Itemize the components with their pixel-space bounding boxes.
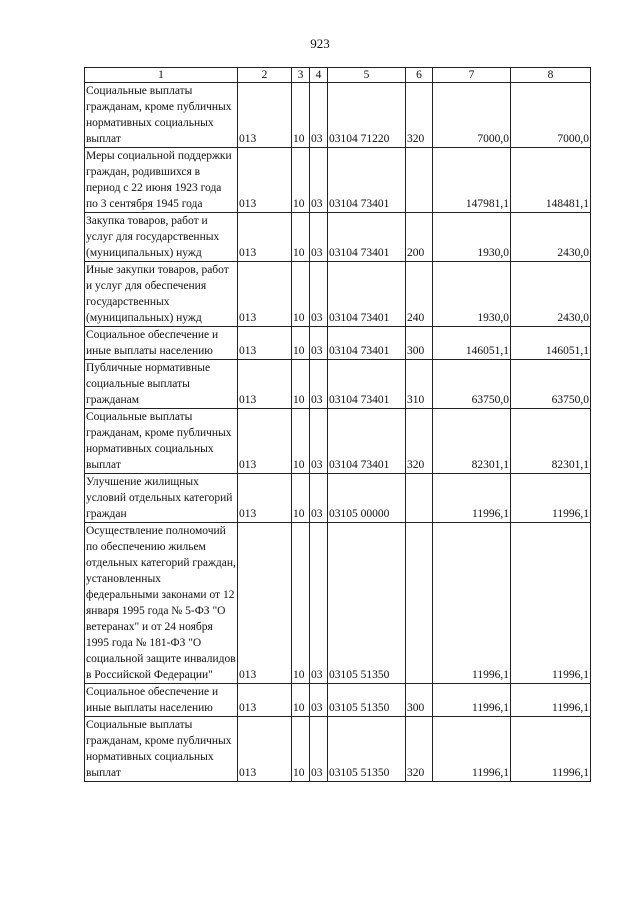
row-section-code: 10 bbox=[292, 262, 310, 327]
row-section-code: 10 bbox=[292, 474, 310, 523]
row-section-code: 10 bbox=[292, 327, 310, 360]
table-row bbox=[85, 523, 591, 684]
row-expense-type bbox=[406, 523, 433, 684]
table-body bbox=[85, 83, 591, 782]
table-row bbox=[85, 262, 591, 327]
row-name: Социальные выплаты гражданам, кроме публичных нормативных социальных выплат bbox=[85, 83, 238, 148]
page-number: 923 bbox=[310, 36, 330, 51]
row-target-article: 03105 51350 bbox=[328, 523, 406, 684]
row-name: Социальное обеспечение и иные выплаты населению bbox=[85, 684, 238, 717]
row-subsection-code: 03 bbox=[310, 262, 328, 327]
row-target-article: 03104 73401 bbox=[328, 360, 406, 409]
table-row bbox=[85, 684, 591, 717]
col-header-4: 4 bbox=[310, 68, 328, 83]
row-amount-2: 11996,1 bbox=[511, 684, 591, 717]
row-expense-type: 320 bbox=[406, 717, 433, 782]
row-ministry-code: 013 bbox=[238, 717, 292, 782]
col-header-7: 7 bbox=[433, 68, 511, 83]
row-target-article: 03104 73401 bbox=[328, 213, 406, 262]
row-subsection-code: 03 bbox=[310, 474, 328, 523]
row-amount-2: 2430,0 bbox=[511, 213, 591, 262]
row-amount-2: 146051,1 bbox=[511, 327, 591, 360]
row-section-code: 10 bbox=[292, 83, 310, 148]
col-header-1: 1 bbox=[85, 68, 238, 83]
row-expense-type: 200 bbox=[406, 213, 433, 262]
budget-table bbox=[84, 67, 591, 782]
row-expense-type: 240 bbox=[406, 262, 433, 327]
row-target-article: 03104 73401 bbox=[328, 262, 406, 327]
row-target-article: 03105 51350 bbox=[328, 684, 406, 717]
col-header-8: 8 bbox=[511, 68, 591, 83]
row-amount-1: 1930,0 bbox=[433, 213, 511, 262]
row-ministry-code: 013 bbox=[238, 213, 292, 262]
row-section-code: 10 bbox=[292, 717, 310, 782]
row-expense-type: 310 bbox=[406, 360, 433, 409]
row-ministry-code: 013 bbox=[238, 684, 292, 717]
row-amount-1: 11996,1 bbox=[433, 523, 511, 684]
table-row bbox=[85, 327, 591, 360]
row-target-article: 03105 51350 bbox=[328, 717, 406, 782]
row-amount-2: 82301,1 bbox=[511, 409, 591, 474]
col-header-5: 5 bbox=[328, 68, 406, 83]
row-amount-1: 147981,1 bbox=[433, 148, 511, 213]
row-amount-2: 11996,1 bbox=[511, 717, 591, 782]
row-target-article: 03104 73401 bbox=[328, 327, 406, 360]
row-amount-1: 11996,1 bbox=[433, 717, 511, 782]
row-ministry-code: 013 bbox=[238, 474, 292, 523]
row-name: Социальное обеспечение и иные выплаты населению bbox=[85, 327, 238, 360]
row-target-article: 03104 73401 bbox=[328, 409, 406, 474]
row-subsection-code: 03 bbox=[310, 83, 328, 148]
row-name: Иные закупки товаров, работ и услуг для обеспечения государственных (муниципальных) нужд bbox=[85, 262, 238, 327]
row-name: Осуществление полномочий по обеспечению жильем отдельных категорий граждан, установленных федеральными законами от 12 января 1995 года № 5-ФЗ "О ветеранах" и от 24 ноября 1995 года № 181-ФЗ "О социальной защите инвалидов в Российской Федерации" bbox=[85, 523, 238, 684]
row-expense-type bbox=[406, 474, 433, 523]
row-ministry-code: 013 bbox=[238, 327, 292, 360]
row-ministry-code: 013 bbox=[238, 262, 292, 327]
row-ministry-code: 013 bbox=[238, 83, 292, 148]
row-amount-1: 63750,0 bbox=[433, 360, 511, 409]
row-expense-type: 300 bbox=[406, 684, 433, 717]
row-ministry-code: 013 bbox=[238, 523, 292, 684]
row-subsection-code: 03 bbox=[310, 523, 328, 684]
row-amount-1: 82301,1 bbox=[433, 409, 511, 474]
row-expense-type: 320 bbox=[406, 83, 433, 148]
row-amount-2: 11996,1 bbox=[511, 523, 591, 684]
row-expense-type bbox=[406, 148, 433, 213]
table-row bbox=[85, 717, 591, 782]
row-amount-2: 11996,1 bbox=[511, 474, 591, 523]
table-row bbox=[85, 409, 591, 474]
row-amount-2: 63750,0 bbox=[511, 360, 591, 409]
row-name: Социальные выплаты гражданам, кроме публичных нормативных социальных выплат bbox=[85, 717, 238, 782]
row-amount-1: 11996,1 bbox=[433, 474, 511, 523]
row-expense-type: 300 bbox=[406, 327, 433, 360]
row-section-code: 10 bbox=[292, 523, 310, 684]
col-header-3: 3 bbox=[292, 68, 310, 83]
row-name: Улучшение жилищных условий отдельных категорий граждан bbox=[85, 474, 238, 523]
table-row bbox=[85, 83, 591, 148]
row-amount-2: 148481,1 bbox=[511, 148, 591, 213]
row-section-code: 10 bbox=[292, 684, 310, 717]
header-row bbox=[85, 68, 591, 83]
table-row bbox=[85, 474, 591, 523]
row-amount-2: 2430,0 bbox=[511, 262, 591, 327]
row-amount-1: 7000,0 bbox=[433, 83, 511, 148]
row-ministry-code: 013 bbox=[238, 409, 292, 474]
table-row bbox=[85, 148, 591, 213]
row-name: Меры социальной поддержки граждан, родившихся в период с 22 июня 1923 года по 3 сентября 1945 года bbox=[85, 148, 238, 213]
row-section-code: 10 bbox=[292, 409, 310, 474]
row-expense-type: 320 bbox=[406, 409, 433, 474]
row-subsection-code: 03 bbox=[310, 684, 328, 717]
row-section-code: 10 bbox=[292, 213, 310, 262]
row-section-code: 10 bbox=[292, 148, 310, 213]
row-subsection-code: 03 bbox=[310, 213, 328, 262]
table-row bbox=[85, 213, 591, 262]
row-ministry-code: 013 bbox=[238, 148, 292, 213]
row-subsection-code: 03 bbox=[310, 327, 328, 360]
row-subsection-code: 03 bbox=[310, 409, 328, 474]
row-subsection-code: 03 bbox=[310, 360, 328, 409]
row-section-code: 10 bbox=[292, 360, 310, 409]
row-amount-2: 7000,0 bbox=[511, 83, 591, 148]
row-target-article: 03104 73401 bbox=[328, 148, 406, 213]
col-header-2: 2 bbox=[238, 68, 292, 83]
row-name: Социальные выплаты гражданам, кроме публичных нормативных социальных выплат bbox=[85, 409, 238, 474]
table-row bbox=[85, 360, 591, 409]
row-target-article: 03105 00000 bbox=[328, 474, 406, 523]
col-header-6: 6 bbox=[406, 68, 433, 83]
row-target-article: 03104 71220 bbox=[328, 83, 406, 148]
row-ministry-code: 013 bbox=[238, 360, 292, 409]
row-subsection-code: 03 bbox=[310, 717, 328, 782]
row-amount-1: 11996,1 bbox=[433, 684, 511, 717]
row-name: Публичные нормативные социальные выплаты гражданам bbox=[85, 360, 238, 409]
row-amount-1: 1930,0 bbox=[433, 262, 511, 327]
row-subsection-code: 03 bbox=[310, 148, 328, 213]
row-name: Закупка товаров, работ и услуг для государственных (муниципальных) нужд bbox=[85, 213, 238, 262]
row-amount-1: 146051,1 bbox=[433, 327, 511, 360]
